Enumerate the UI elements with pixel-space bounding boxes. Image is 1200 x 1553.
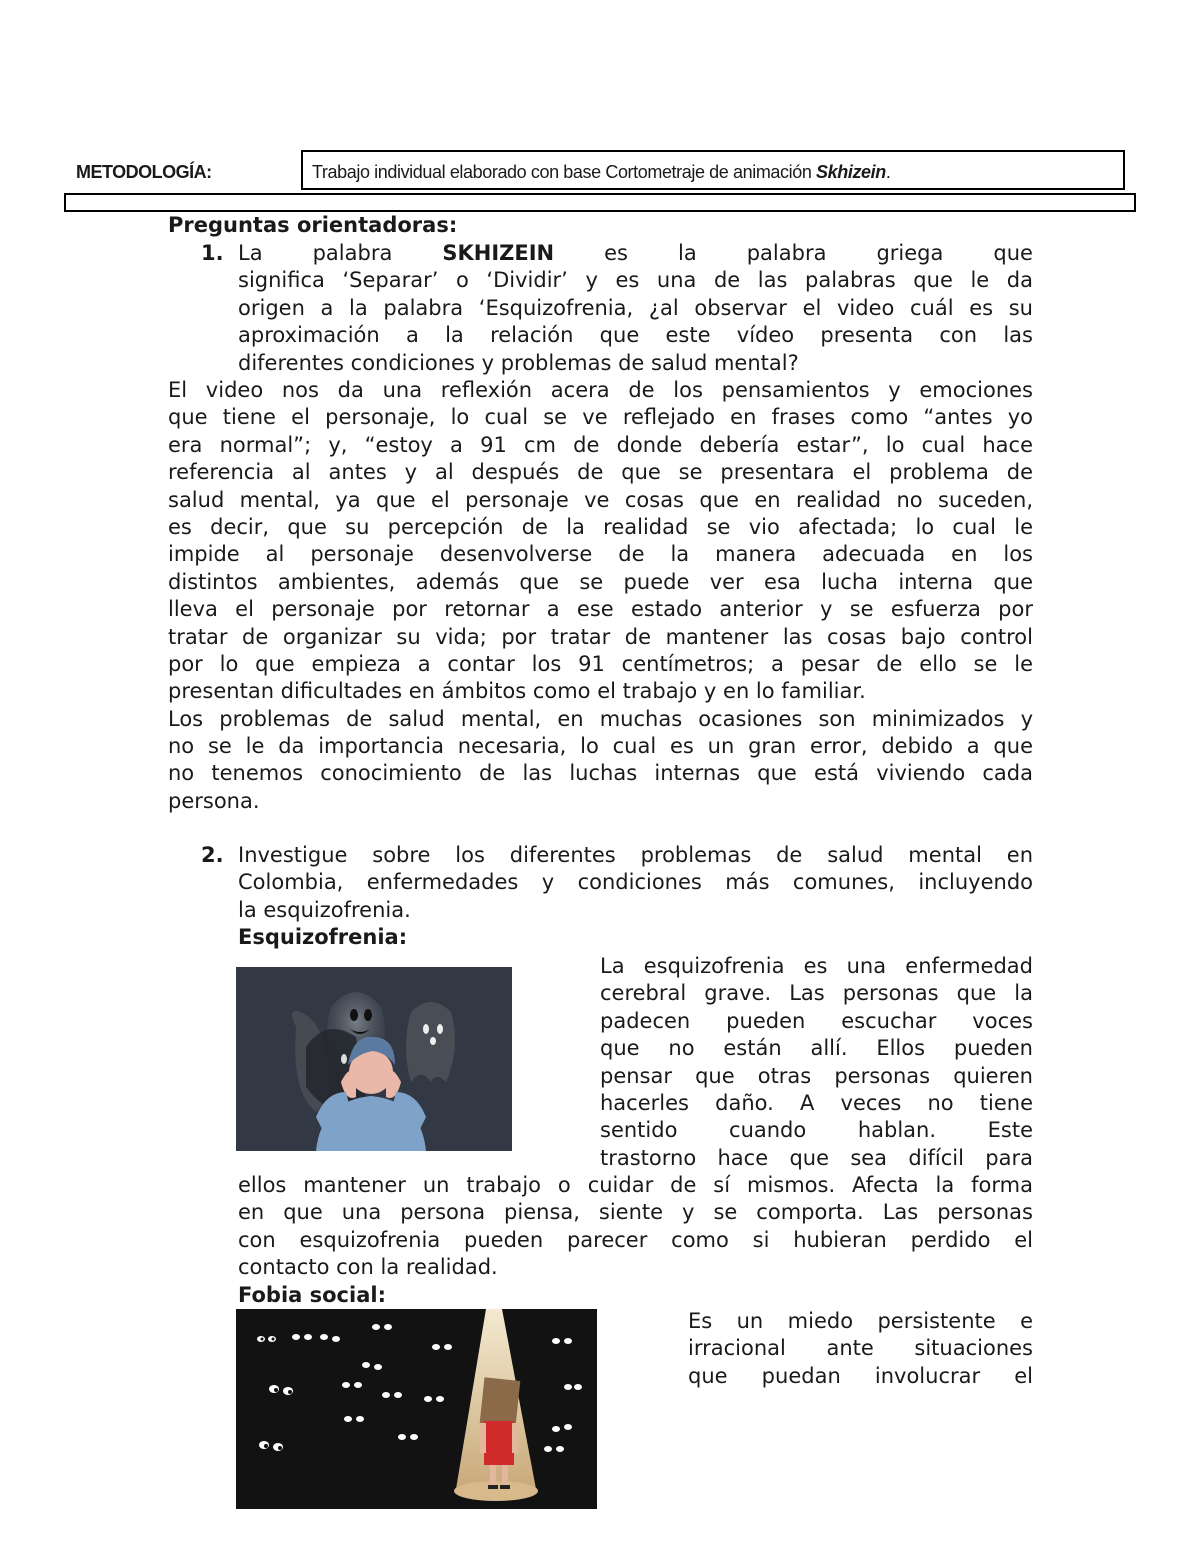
- question-1: [238, 240, 1033, 377]
- answer-line: no tenemos conocimiento de las luchas internas que está viviendo cada: [168, 761, 1033, 786]
- methodology-value-end: .: [885, 162, 891, 182]
- answer-line: referencia al antes y al después de que se presentara el problema de: [168, 460, 1033, 485]
- question-1-number: 1.: [201, 241, 224, 265]
- section-title: Preguntas orientadoras:: [168, 213, 458, 237]
- answer-line: salud mental, ya que el personaje ve cosas que en realidad no suceden,: [168, 487, 1033, 512]
- esq-line: contacto con la realidad.: [238, 1255, 498, 1280]
- esq-side-line: padecen pueden escuchar voces: [600, 1008, 1033, 1033]
- answer-line: distintos ambientes, además que se puede ver esa lucha interna que: [168, 569, 1033, 594]
- fobia-side-text: [688, 1308, 1033, 1390]
- answer-line: impide al personaje desenvolverse de la manera adecuada en los: [168, 542, 1033, 567]
- esq-side-line: La esquizofrenia es una enfermedad: [600, 954, 1033, 978]
- header-divider-box: [64, 193, 1136, 212]
- answer-line: El video nos da una reflexión acera de los pensamientos y emociones: [168, 378, 1033, 402]
- methodology-value-text: Trabajo individual elaborado con base Cortometraje de animación: [312, 162, 817, 182]
- q1-word: palabra: [312, 241, 393, 265]
- esq-side-line: trastorno hace que sea difícil para: [600, 1145, 1033, 1170]
- q1-keyword: SKHIZEIN: [442, 241, 555, 265]
- fobia-line: irracional ante situaciones: [688, 1336, 1033, 1361]
- answer-line: presentan dificultades en ámbitos como el trabajo y en lo familiar.: [168, 679, 866, 704]
- esq-line: con esquizofrenia pueden parecer como si hubieran perdido el: [238, 1227, 1033, 1252]
- answer-1: [168, 377, 1033, 815]
- esq-side-line: pensar que otras personas quieren: [600, 1063, 1033, 1088]
- esq-line: ellos mantener un trabajo o cuidar de sí mismos. Afecta la forma: [238, 1173, 1033, 1197]
- esq-side-line: sentido cuando hablan. Este: [600, 1118, 1033, 1143]
- esq-side-line: que no están allí. Ellos pueden: [600, 1036, 1033, 1061]
- q1-word: griega: [876, 241, 944, 265]
- fobia-heading: Fobia social:: [238, 1282, 386, 1307]
- esq-side-line: hacerles daño. A veces no tiene: [600, 1090, 1033, 1115]
- fobia-illustration: [236, 1309, 597, 1509]
- q1-word: La: [238, 241, 263, 265]
- question-2-line: Investigue sobre los diferentes problemas de salud mental en: [238, 843, 1033, 867]
- question-1-line-2: significa ‘Separar’ o ‘Dividir’ y es una de las palabras que le da: [238, 268, 1033, 293]
- answer-line: era normal”; y, “estoy a 91 cm de donde debería estar”, lo cual hace: [168, 432, 1033, 457]
- answer-line: tratar de organizar su vida; por tratar de mantener las cosas bajo control: [168, 624, 1033, 649]
- esquizofrenia-text: [238, 1172, 1033, 1309]
- fobia-line: Es un miedo persistente e: [688, 1309, 1033, 1333]
- esq-side-line: cerebral grave. Las personas que la: [600, 981, 1033, 1006]
- methodology-value: [312, 162, 890, 183]
- answer-line: persona.: [168, 788, 260, 813]
- film-title: Skhizein: [816, 162, 886, 182]
- question-1-line-1: [238, 240, 1033, 267]
- esq-line: en que una persona piensa, siente y se comporta. Las personas: [238, 1200, 1033, 1225]
- answer-line: lleva el personaje por retornar a ese estado anterior y se esfuerza por: [168, 597, 1033, 622]
- schizophrenia-figure-icon: [236, 967, 512, 1151]
- question-2-line: la esquizofrenia.: [238, 897, 411, 922]
- answer-line: no se le da importancia necesaria, lo cual es un gran error, debido a que: [168, 734, 1033, 759]
- social-phobia-figure-icon: [236, 1309, 597, 1509]
- question-1-line-5: diferentes condiciones y problemas de salud mental?: [238, 350, 799, 375]
- question-2-line: Colombia, enfermedades y condiciones más comunes, incluyendo: [238, 870, 1033, 895]
- answer-line: Los problemas de salud mental, en muchas ocasiones son minimizados y: [168, 706, 1033, 731]
- q1-word: palabra: [746, 241, 827, 265]
- esquizofrenia-heading: Esquizofrenia:: [238, 925, 408, 950]
- question-1-line-3: origen a la palabra ‘Esquizofrenia, ¿al observar el video cuál es su: [238, 295, 1033, 320]
- fobia-line: que puedan involucrar el: [688, 1363, 1033, 1388]
- methodology-label: METODOLOGÍA:: [76, 162, 212, 182]
- question-2: [238, 842, 1033, 952]
- esquizofrenia-side-text: [600, 953, 1033, 1172]
- esquizofrenia-illustration: [236, 967, 512, 1151]
- answer-line: es decir, que su percepción de la realidad se vio afectada; lo cual le: [168, 514, 1033, 539]
- q1-word: que: [993, 241, 1033, 265]
- answer-line: por lo que empieza a contar los 91 centímetros; a pesar de ello se le: [168, 651, 1033, 676]
- question-2-number: 2.: [201, 843, 224, 867]
- q1-word: es: [604, 241, 628, 265]
- answer-line: que tiene el personaje, lo cual se ve reflejado en frases como “antes yo: [168, 405, 1033, 430]
- question-1-line-4: aproximación a la relación que este vídeo presenta con las: [238, 323, 1033, 348]
- q1-word: la: [678, 241, 697, 265]
